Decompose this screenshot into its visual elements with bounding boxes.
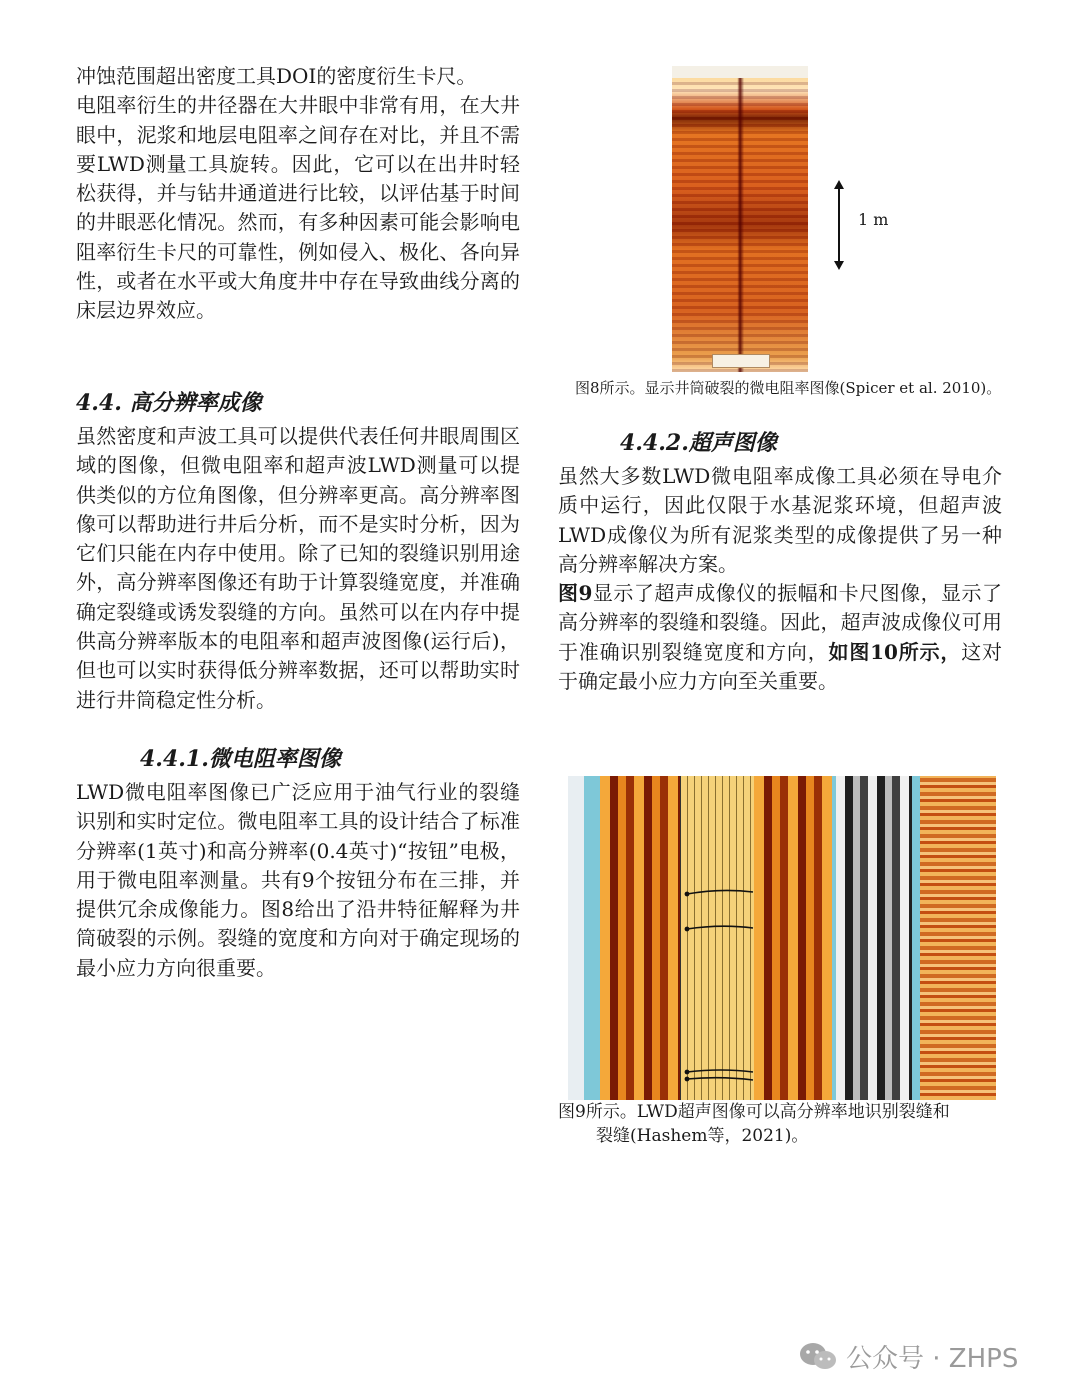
- fig9-curve-track: [680, 776, 756, 1100]
- section-heading-4-4: 4.4. 高分辨率成像: [76, 390, 262, 416]
- watermark-text: 公众号 · ZHPS: [846, 1343, 1019, 1374]
- figure-9-caption-line-1: 图9所示。LWD超声图像可以高分辨率地识别裂缝和: [558, 1102, 950, 1122]
- fig9-ref: 图9: [558, 581, 593, 606]
- fig9-depth-track: [568, 776, 585, 1100]
- wechat-icon: [798, 1340, 838, 1372]
- left-column-2: [76, 422, 520, 715]
- watermark: [798, 1336, 1018, 1376]
- paragraph-1: 冲蚀范围超出密度工具DOI的密度衍生卡尺。: [76, 64, 477, 88]
- section-heading-4-4-1: 4.4.1.微电阻率图像: [140, 746, 341, 772]
- paragraph-6: [558, 579, 1002, 696]
- fig8-footer-label: [712, 354, 770, 368]
- fig9-gray-track: [836, 776, 912, 1100]
- fig9-caliper-track: [754, 776, 832, 1100]
- left-column: [76, 62, 520, 326]
- fig9-fine-track: [920, 776, 996, 1100]
- fig8-header-bar: [672, 66, 808, 78]
- paragraph-4: LWD微电阻率图像已广泛应用于油气行业的裂缝识别和实时定位。微电阻率工具的设计结合了标准分辨率(1英寸)和高分辨率(0.4英寸)“按钮”电极，用于微电阻率测量。共有9个按钮分布在三排，并提供冗余成像能力。图8给出了沿井特征解释为井筒破裂的示例。裂缝的宽度和方向对于确定现场的最小应力方向很重要。: [76, 780, 520, 980]
- left-column-3: [76, 778, 520, 983]
- fig9-fracture-curves: [681, 776, 755, 1100]
- p6-text-a: 显示了超声成像仪的振幅和卡尺图像，显示了高分辨率的裂缝和裂缝。因此，超声波成像仪可用于准确识别裂缝宽度和方向，: [558, 581, 1003, 664]
- p6-text-b: 这对于确定最小应力方向至关重要。: [558, 639, 1003, 694]
- fig9-cyan-band: [584, 776, 600, 1100]
- section-heading-4-4-2: 4.4.2.超声图像: [620, 430, 777, 456]
- figure-8-image: [672, 66, 808, 372]
- paragraph-3: 虽然密度和声波工具可以提供代表任何井眼周围区域的图像，但微电阻率和超声波LWD测量可以提供类似的方位角图像，但分辨率更高。高分辨率图像可以帮助进行井后分析，而不是实时分析，因为它们只能在内存中使用。除了已知的裂缝识别用途外，高分辨率图像还有助于计算裂缝宽度，并准确确定裂缝或诱发裂缝的方向。虽然可以在内存中提供高分辨率版本的电阻率和超声波图像(运行后)，但也可以实时获得低分辨率数据，还可以帮助实时进行井筒稳定性分析。: [76, 424, 520, 712]
- fig9-amplitude-track: [600, 776, 680, 1100]
- paragraph-5: 虽然大多数LWD微电阻率成像工具必须在导电介质中运行，因此仅限于水基泥浆环境，但超声波LWD成像仪为所有泥浆类型的成像提供了另一种高分辨率解决方案。: [558, 464, 1002, 576]
- figure-9-image: [568, 776, 996, 1100]
- scale-arrow-icon: [829, 180, 849, 270]
- scale-label: 1 m: [858, 210, 889, 229]
- figure-9-caption-line-2: 裂缝(Hashem等，2021)。: [596, 1126, 809, 1146]
- paragraph-2: 电阻率衍生的井径器在大井眼中非常有用，在大井眼中，泥浆和地层电阻率之间存在对比，并且不需要LWD测量工具旋转。因此，它可以在出井时轻松获得，并与钻井通道进行比较，以评估基于时间的井眼恶化情况。然而，有多种因素可能会影响电阻率衍生卡尺的可靠性，例如侵入、极化、各向异性，或者在水平或大角度井中存在导致曲线分离的床层边界效应。: [76, 93, 520, 323]
- right-column-text: [558, 462, 1002, 696]
- fig10-ref: 如图10所示，: [828, 639, 962, 664]
- fig9-gap-2: [912, 776, 920, 1100]
- figure-8-caption: 图8所示。显示井筒破裂的微电阻率图像(Spicer et al. 2010)。: [575, 379, 1002, 397]
